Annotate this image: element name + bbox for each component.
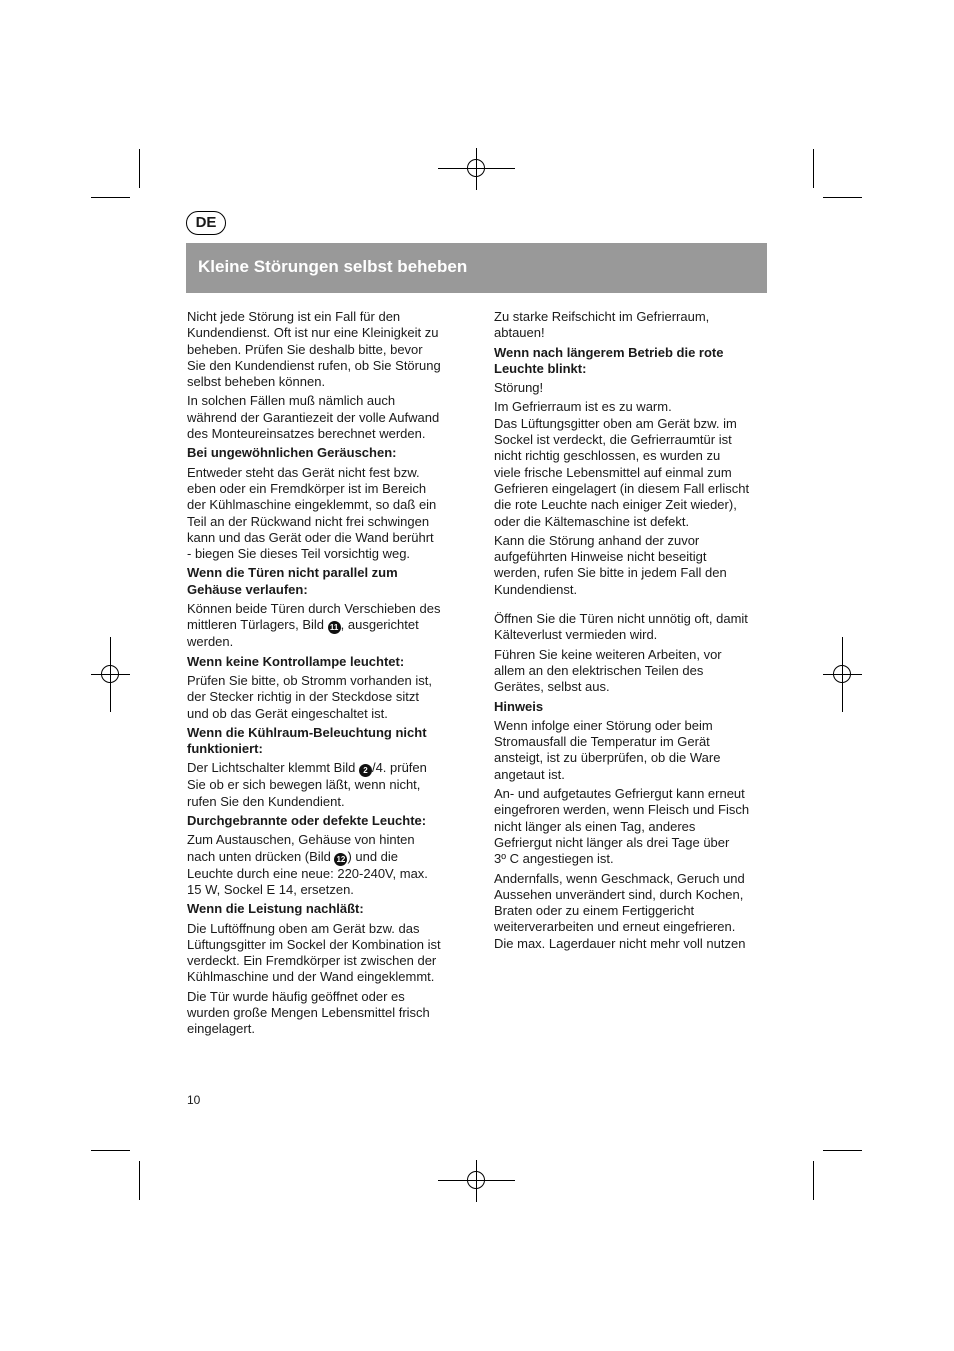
- warranty-paragraph: In solchen Fällen muß nämlich auch während der Garantiezeit der volle Aufwand des Monteureinsatzes berechnet werden.: [187, 393, 440, 442]
- figure-ref-icon: 11: [328, 621, 341, 634]
- lamp-paragraph: Prüfen Sie bitte, ob Stromm vorhanden ist, der Stecker richtig in der Steckdose sitzt und ob das Gerät eingeschaltet ist.: [187, 672, 432, 721]
- left-column: [187, 309, 463, 1041]
- noise-paragraph: Entweder steht das Gerät nicht fest bzw. eben oder ein Fremdkörper ist im Bereich der Kühlmaschine eingeklemmt, so daß ein Teil an der Rückwand nicht frei schwingen kann und das Gerät oder die Wand berührt - biegen Sie dieses Teil vorsichtig weg.: [187, 464, 437, 562]
- red-light-paragraph-1: Störung!: [494, 380, 544, 396]
- heading-performance: Wenn die Leistung nachläßt:: [187, 901, 364, 917]
- page-number: 10: [187, 1093, 201, 1107]
- language-badge: DE: [186, 211, 226, 235]
- red-light-paragraph-2: Im Gefrierraum ist es zu warm. Das Lüftungsgitter oben am Gerät bzw. im Sockel ist verdeckt, die Gefrierraumtür ist nicht richtig geschlossen, es wurden zu viele frische Lebensmittel auf einmal zum Gefrieren eingelagert (in diesem Fall erlischt die rote Leuchte nach einiger Zeit wieder), oder die Kältemaschine ist defekt.: [494, 399, 750, 529]
- bulb-paragraph: Zum Austauschen, Gehäuse von hinten nach unten drücken (Bild 12 ) und die Leuchte durch eine neue: 220-240V, max. 15 W, Sockel E 14, ersetzen.: [187, 832, 428, 897]
- doors-paragraph: Können beide Türen durch Verschieben des mittleren Türlagers, Bild 11 , ausgerichtet werden.: [187, 601, 441, 650]
- performance-paragraph-2: Die Tür wurde häufig geöffnet oder es wurden große Mengen Lebensmittel frisch eingelagert.: [187, 988, 430, 1037]
- frost-paragraph: Zu starke Reifschicht im Gefrierraum, abtauen!: [494, 309, 710, 341]
- performance-paragraph-1: Die Luftöffnung oben am Gerät bzw. das Lüftungsgitter im Sockel der Kombination ist verdeckt. Ein Fremdkörper ist zwischen der Kühlmaschine und der Wand eingeklemmt.: [187, 920, 441, 985]
- no-work-paragraph: Führen Sie keine weiteren Arbeiten, vor allem an den elektrischen Teilen des Gerätes, selbst aus.: [494, 646, 722, 695]
- light-paragraph: Der Lichtschalter klemmt Bild 2 /4. prüfen Sie ob er sich bewegen läßt, wenn nicht, rufen Sie den Kundendient.: [187, 760, 427, 809]
- heading-red-light: Wenn nach längerem Betrieb die rote Leuchte blinkt:: [494, 344, 724, 376]
- heading-bulb: Durchgebrannte oder defekte Leuchte:: [187, 813, 427, 829]
- right-column: [494, 309, 770, 955]
- heading-doors: Wenn die Türen nicht parallel zum Gehäuse verlaufen:: [187, 565, 398, 597]
- red-light-paragraph-3: Kann die Störung anhand der zuvor aufgeführten Hinweise nicht beseitigt werden, rufen Sie bitte in jedem Fall den Kundendienst.: [494, 532, 727, 597]
- heading-noise: Bei ungewöhnlichen Geräuschen:: [187, 445, 397, 461]
- note-paragraph-3: Andernfalls, wenn Geschmack, Geruch und Aussehen unverändert sind, durch Kochen, Braten oder zu einem Fertiggericht weiterverarbeiten und erneut eingefrieren. Die max. Lagerdauer nicht mehr voll nutzen: [494, 870, 746, 951]
- section-title: Kleine Störungen selbst beheben: [186, 243, 767, 293]
- heading-note: Hinweis: [494, 698, 544, 714]
- heading-light: Wenn die Kühlraum-Beleuchtung nicht funktioniert:: [187, 724, 427, 757]
- figure-ref-icon: 12: [334, 853, 347, 866]
- note-paragraph-1: Wenn infolge einer Störung oder beim Stromausfall die Temperatur im Gerät ansteigt, ist zu überprüfen, ob die Ware angetaut ist.: [494, 717, 721, 782]
- figure-ref-icon: 2: [359, 764, 372, 777]
- note-paragraph-2: An- und aufgetautes Gefriergut kann erneut eingefroren werden, wenn Fleisch und Fisch nicht länger als einen Tag, anderes Gefriergut nicht länger als drei Tage über 3º C angestiegen ist.: [494, 786, 750, 867]
- intro-paragraph: Nicht jede Störung ist ein Fall für den Kundendienst. Oft ist nur eine Kleinigkeit zu beheben. Prüfen Sie deshalb bitte, bevor Sie den Kundendienst rufen, ob Sie Störung selbst beheben können.: [187, 309, 441, 390]
- doors-open-paragraph: Öffnen Sie die Türen nicht unnötig oft, damit Kälteverlust vermieden wird.: [494, 611, 748, 643]
- heading-lamp: Wenn keine Kontrollampe leuchtet:: [187, 653, 405, 669]
